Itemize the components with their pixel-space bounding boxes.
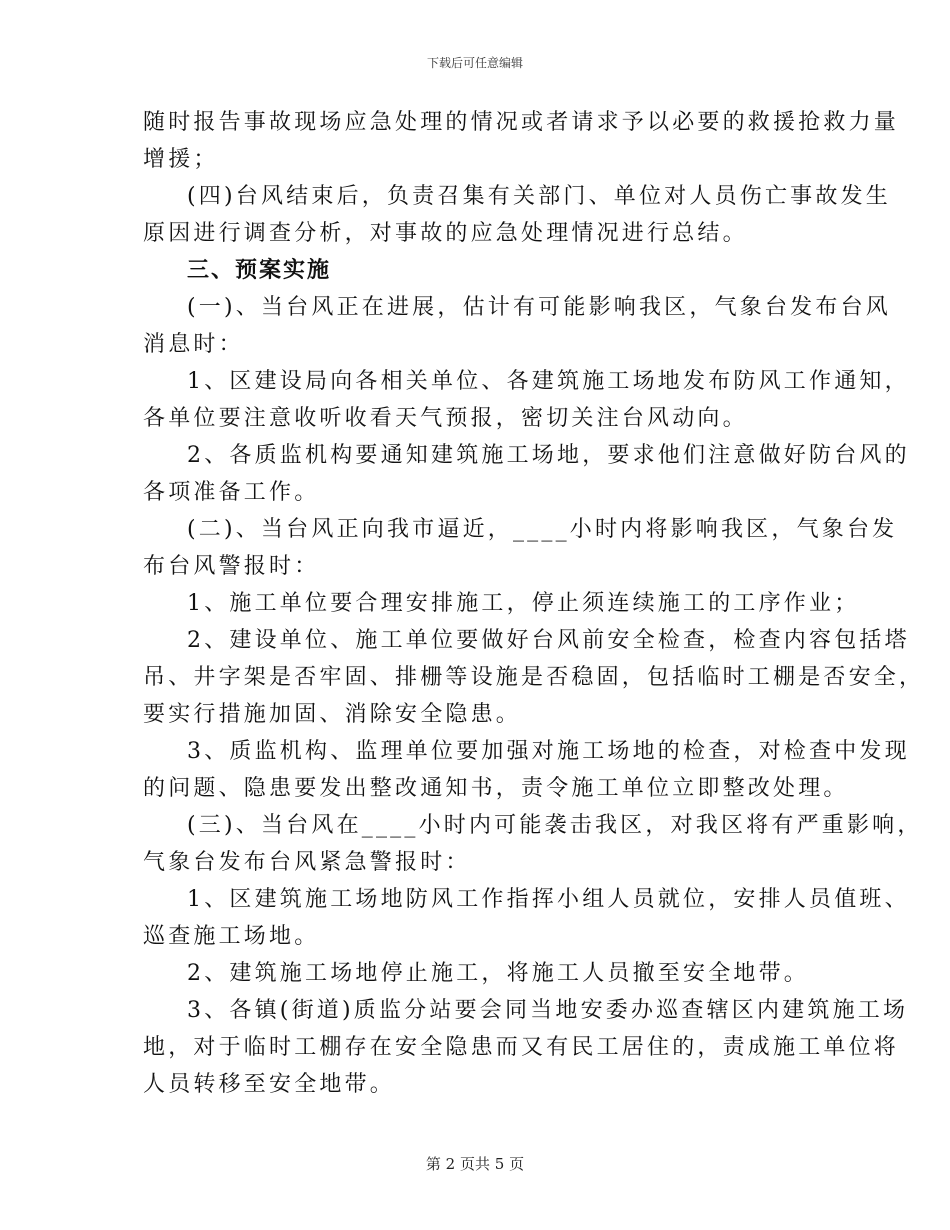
paragraph xyxy=(143,622,925,733)
page-number-footer: 第 2 页共 5 页 xyxy=(425,1155,525,1173)
text-line: 各单位要注意收听收看天气预报，密切关注台风动向。 xyxy=(143,406,748,431)
text-line: (三)、当台风在____小时内可能袭击我区，对我区将有严重影响， xyxy=(187,813,923,838)
text-line: 消息时： xyxy=(143,332,244,357)
text-line: 各项准备工作。 xyxy=(143,480,320,505)
paragraph xyxy=(143,881,910,955)
text-line: 3、质监机构、监理单位要加强对施工场地的检查，对检查中发现 xyxy=(187,739,910,764)
heading-text: 三、预案实施 xyxy=(187,258,332,283)
text-line: 2、各质监机构要通知建筑施工场地，要求他们注意做好防台风的 xyxy=(187,443,910,468)
text-line: 1、区建设局向各相关单位、各建筑施工场地发布防风工作通知， xyxy=(187,369,910,394)
text-line: 1、施工单位要合理安排施工，停止须连续施工的工序作业； xyxy=(187,591,860,616)
paragraph xyxy=(143,289,891,363)
paragraph xyxy=(143,585,860,622)
text-line: 随时报告事故现场应急处理的情况或者请求予以必要的救援抢救力量 xyxy=(143,110,900,135)
text-line: 地，对于临时工棚存在安全隐患而又有民工居住的，责成施工单位将 xyxy=(143,1035,900,1060)
text-line: 气象台发布台风紧急警报时： xyxy=(143,850,471,875)
paragraph xyxy=(143,104,900,178)
paragraph xyxy=(143,733,910,807)
text-line: 人员转移至安全地带。 xyxy=(143,1072,396,1097)
text-line: 的问题、隐患要发出整改通知书，责令施工单位立即整改处理。 xyxy=(143,776,849,801)
text-line: (四)台风结束后，负责召集有关部门、单位对人员伤亡事故发生 xyxy=(187,184,891,209)
text-line: 2、建筑施工场地停止施工，将施工人员撤至安全地带。 xyxy=(187,961,809,986)
text-line: (二)、当台风正向我市逼近，____小时内将影响我区，气象台发 xyxy=(187,517,898,542)
paragraph xyxy=(143,511,898,585)
document-body xyxy=(143,104,925,1103)
text-line: 布台风警报时： xyxy=(143,554,320,579)
paragraph xyxy=(143,807,923,881)
text-line: 原因进行调查分析，对事故的应急处理情况进行总结。 xyxy=(143,221,748,246)
text-line: 要实行措施加固、消除安全隐患。 xyxy=(143,702,522,727)
paragraph xyxy=(143,363,910,437)
text-line: 3、各镇(街道)质监分站要会同当地安委办巡查辖区内建筑施工场 xyxy=(187,998,909,1023)
paragraph xyxy=(143,955,811,992)
paragraph xyxy=(143,992,909,1103)
text-line: 增援； xyxy=(143,147,219,172)
text-line: (一)、当台风正在进展，估计有可能影响我区，气象台发布台风 xyxy=(187,295,891,320)
section-heading xyxy=(143,252,811,289)
text-line: 1、区建筑施工场地防风工作指挥小组人员就位，安排人员值班、 xyxy=(187,887,910,912)
paragraph xyxy=(143,437,910,511)
text-line: 2、建设单位、施工单位要做好台风前安全检查，检查内容包括塔 xyxy=(187,628,910,653)
paragraph xyxy=(143,178,891,252)
text-line: 吊、井字架是否牢固、排栅等设施是否稳固，包括临时工棚是否安全， xyxy=(143,665,925,690)
text-line: 巡查施工场地。 xyxy=(143,924,320,949)
page-header-note: 下载后可任意编辑 xyxy=(426,56,523,70)
